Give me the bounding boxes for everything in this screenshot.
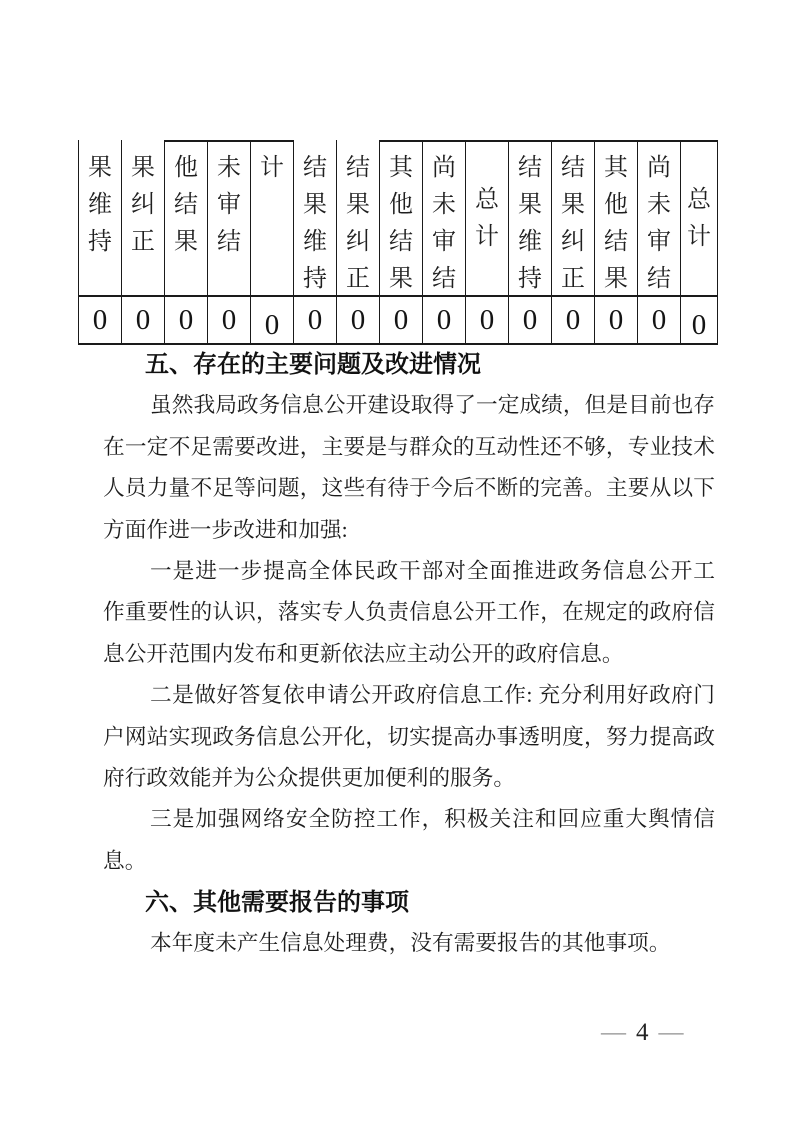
paragraph-6-1	[103, 923, 715, 964]
table-header-char: 结	[174, 192, 198, 218]
table-header-char: 他	[174, 155, 198, 181]
table-header-char: 持	[88, 229, 112, 255]
table-header-char: 果	[389, 266, 413, 292]
text-line: 本年度未产生信息处理费，没有需要报告的其他事项。	[150, 931, 671, 956]
text-line: 在一定不足需要改进，主要是与群众的互动性还不够，专业技术	[103, 434, 715, 459]
table-header-char: 维	[303, 229, 327, 255]
table-value: 0	[350, 303, 366, 336]
table-column	[379, 140, 422, 345]
table-column	[121, 140, 164, 345]
table-value: 0	[436, 303, 452, 336]
table-value-cell	[294, 297, 336, 345]
table-header-char: 果	[346, 192, 370, 218]
table-header-char: 正	[131, 229, 155, 255]
table-header-char: 果	[561, 192, 585, 218]
table-header-char: 正	[561, 266, 585, 292]
table-value-cell	[165, 297, 207, 345]
table-value-cell	[380, 297, 422, 345]
table-header-cell	[595, 140, 637, 297]
statistics-table	[78, 140, 718, 345]
paragraph-5-4	[103, 799, 715, 882]
table-value-cell	[681, 297, 717, 345]
table-value: 0	[393, 303, 409, 336]
text-line: 息。	[103, 848, 147, 873]
table-column	[508, 140, 551, 345]
table-header-char: 结	[604, 229, 628, 255]
table-header-char: 结	[647, 266, 671, 292]
table-value: 0	[264, 308, 280, 341]
table-header-char: 他	[389, 192, 413, 218]
paragraph-5-3	[103, 675, 715, 799]
table-header-cell	[294, 140, 336, 297]
table-header-cell	[79, 140, 121, 297]
table-column	[594, 140, 637, 345]
text-line: 作重要性的认识，落实专人负责信息公开工作，在规定的政府信	[103, 600, 715, 625]
table-value: 0	[307, 303, 323, 336]
table-column	[680, 140, 718, 345]
table-header-cell	[251, 140, 293, 297]
table-header-char: 纠	[346, 229, 370, 255]
table-value-cell	[466, 297, 508, 345]
table-column	[78, 140, 121, 345]
table-header-char: 结	[389, 229, 413, 255]
table-header-char: 审	[647, 229, 671, 255]
table-header-char: 结	[561, 155, 585, 181]
table-header-cell	[638, 140, 680, 297]
table-column	[207, 140, 250, 345]
table-header-cell	[552, 140, 594, 297]
table-header-char: 持	[303, 266, 327, 292]
table-header-char: 总	[687, 186, 711, 213]
table-header-char: 果	[174, 229, 198, 255]
table-header-char: 未	[432, 192, 456, 218]
page-number	[601, 1019, 684, 1047]
table-header-char: 结	[217, 229, 241, 255]
table-column	[465, 140, 508, 345]
paragraph-5-2	[103, 551, 715, 675]
page-number-dash-right: —	[658, 1019, 684, 1046]
table-header-char: 其	[604, 155, 628, 181]
text-line: 一是进一步提高全体民政干部对全面推进政务信息公开工	[150, 558, 715, 583]
table-header-char: 纠	[131, 192, 155, 218]
section-heading-5: 五、存在的主要问题及改进情况	[145, 351, 481, 378]
table-value: 0	[479, 303, 495, 336]
table-header-char: 结	[518, 155, 542, 181]
text-line: 虽然我局政务信息公开建设取得了一定成绩，但是目前也存	[150, 393, 715, 418]
table-value-cell	[208, 297, 250, 345]
table-header-char: 纠	[561, 229, 585, 255]
table-value: 0	[221, 303, 237, 336]
table-header-cell	[681, 140, 717, 297]
table-header-cell	[466, 140, 508, 297]
table-header-cell	[337, 140, 379, 297]
table-value-cell	[337, 297, 379, 345]
table-column	[637, 140, 680, 345]
text-line: 三是加强网络安全防控工作，积极关注和回应重大舆情信	[150, 807, 715, 832]
text-line: 人员力量不足等问题，这些有待于今后不断的完善。主要从以下	[103, 476, 715, 501]
table-value: 0	[608, 303, 624, 336]
table-column	[164, 140, 207, 345]
table-header-cell	[208, 140, 250, 297]
table-value: 0	[178, 303, 194, 336]
table-column	[293, 140, 336, 345]
table-value-cell	[638, 297, 680, 345]
text-line: 户网站实现政务信息公开化，切实提高办事透明度，努力提高政	[103, 724, 715, 749]
text-line: 府行政效能并为公众提供更加便利的服务。	[103, 765, 516, 790]
text-line: 方面作进一步改进和加强:	[103, 517, 348, 542]
table-header-cell	[165, 140, 207, 297]
paragraph-5-1	[103, 385, 715, 551]
table-value: 0	[651, 303, 667, 336]
table-value: 0	[565, 303, 581, 336]
table-value-cell	[552, 297, 594, 345]
table-value-cell	[122, 297, 164, 345]
table-column	[422, 140, 465, 345]
table-value-cell	[423, 297, 465, 345]
table-header-char: 他	[604, 192, 628, 218]
table-header-char: 果	[518, 192, 542, 218]
table-value-cell	[509, 297, 551, 345]
table-header-char: 未	[647, 192, 671, 218]
table-value-cell	[595, 297, 637, 345]
table-header-char: 计	[260, 155, 284, 181]
text-line: 息公开范围内发布和更新依法应主动公开的政府信息。	[103, 641, 624, 666]
table-column	[551, 140, 594, 345]
table-value: 0	[691, 308, 707, 341]
table-header-char: 结	[303, 155, 327, 181]
table-header-char: 尚	[647, 155, 671, 181]
table-header-char: 正	[346, 266, 370, 292]
table-header-char: 总	[475, 186, 499, 213]
section-heading-6: 六、其他需要报告的事项	[145, 889, 409, 917]
table-header-char: 其	[389, 155, 413, 181]
page-number-dash-left: —	[601, 1019, 626, 1046]
table-header-char: 果	[303, 192, 327, 218]
table-header-char: 结	[432, 266, 456, 292]
table-header-char: 果	[131, 155, 155, 181]
text-line: 二是做好答复依申请公开政府信息工作: 充分利用好政府门	[150, 683, 715, 708]
table-value: 0	[92, 303, 108, 336]
table-header-char: 未	[217, 155, 241, 181]
table-header-char: 持	[518, 266, 542, 292]
table-header-cell	[122, 140, 164, 297]
table-header-char: 果	[604, 266, 628, 292]
table-header-char: 维	[518, 229, 542, 255]
table-header-cell	[423, 140, 465, 297]
table-header-cell	[509, 140, 551, 297]
table-value: 0	[522, 303, 538, 336]
table-header-char: 计	[475, 223, 499, 250]
table-header-char: 审	[432, 229, 456, 255]
table-header-char: 结	[346, 155, 370, 181]
table-column	[336, 140, 379, 345]
table-value-cell	[251, 297, 293, 345]
document-body	[103, 344, 715, 965]
table-column	[250, 140, 293, 345]
table-value-cell	[79, 297, 121, 345]
table-header-char: 审	[217, 192, 241, 218]
table-value: 0	[135, 303, 151, 336]
table-header-char: 维	[88, 192, 112, 218]
table-header-char: 计	[687, 223, 711, 250]
table-header-char: 尚	[432, 155, 456, 181]
page-number-value: 4	[636, 1019, 649, 1046]
table-header-cell	[380, 140, 422, 297]
table-header-char: 果	[88, 155, 112, 181]
